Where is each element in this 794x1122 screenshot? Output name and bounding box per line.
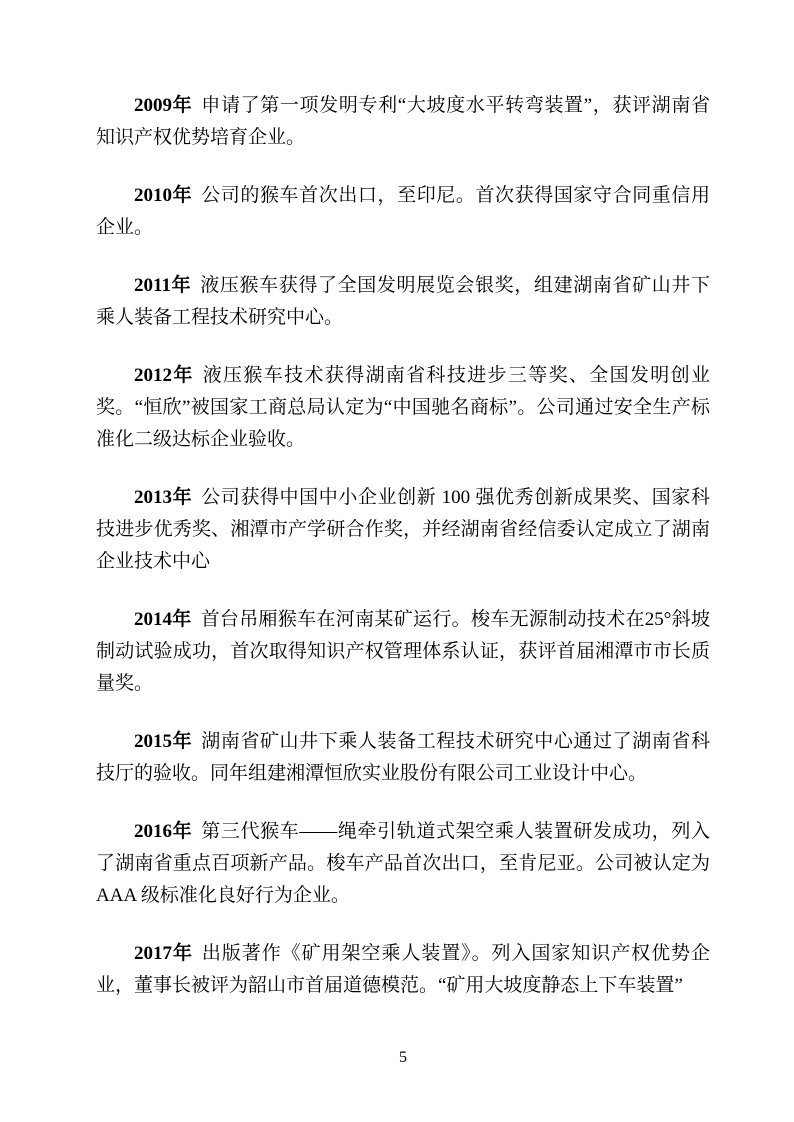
- paragraph-text: 液压猴车获得了全国发明展览会银奖，组建湖南省矿山井下乘人装备工程技术研究中心。: [96, 275, 710, 328]
- timeline-paragraph-2017: [96, 938, 710, 1002]
- paragraph-text: 出版著作《矿用架空乘人装置》。列入国家知识产权优势企业，董事长被评为韶山市首届道德模范。“矿用大坡度静态上下车装置”: [96, 943, 710, 996]
- year-label: 2013年: [134, 487, 193, 508]
- paragraph-text: 第三代猴车——绳牵引轨道式架空乘人装置研发成功，列入了湖南省重点百项新产品。梭车产品首次出口，至肯尼亚。公司被认定为 AAA 级标准化良好行为企业。: [96, 821, 710, 906]
- paragraph-text: 液压猴车技术获得湖南省科技进步三等奖、全国发明创业奖。“恒欣”被国家工商总局认定为“中国驰名商标”。公司通过安全生产标准化二级达标企业验收。: [96, 365, 710, 450]
- timeline-paragraph-2012: [96, 360, 710, 456]
- year-label: 2010年: [134, 185, 193, 206]
- year-label: 2014年: [134, 609, 192, 630]
- year-label: 2009年: [134, 95, 193, 116]
- timeline-paragraph-2014: [96, 604, 710, 700]
- timeline-paragraph-2013: [96, 482, 710, 578]
- page-number: 5: [399, 1049, 407, 1066]
- year-label: 2016年: [134, 821, 193, 842]
- timeline-paragraph-2015: [96, 726, 710, 790]
- year-label: 2017年: [134, 943, 193, 964]
- paragraph-text: 公司的猴车首次出口，至印尼。首次获得国家守合同重信用企业。: [96, 185, 710, 238]
- timeline-paragraph-2009: [96, 90, 710, 154]
- year-label: 2012年: [134, 365, 194, 386]
- year-label: 2011年: [134, 275, 192, 296]
- timeline-paragraph-2016: [96, 816, 710, 912]
- document-body: [96, 90, 710, 1002]
- paragraph-text: 公司获得中国中小企业创新 100 强优秀创新成果奖、国家科技进步优秀奖、湘潭市产学研合作奖，并经湖南省经信委认定成立了湖南企业技术中心: [96, 487, 710, 572]
- paragraph-text: 湖南省矿山井下乘人装备工程技术研究中心通过了湖南省科技厅的验收。同年组建湘潭恒欣实业股份有限公司工业设计中心。: [96, 731, 710, 784]
- timeline-paragraph-2011: [96, 270, 710, 334]
- paragraph-text: 首台吊厢猴车在河南某矿运行。梭车无源制动技术在25°斜坡制动试验成功，首次取得知识产权管理体系认证，获评首届湘潭市市长质量奖。: [96, 609, 710, 694]
- timeline-paragraph-2010: [96, 180, 710, 244]
- year-label: 2015年: [134, 731, 193, 752]
- paragraph-text: 申请了第一项发明专利“大坡度水平转弯装置”，获评湖南省知识产权优势培育企业。: [96, 95, 710, 148]
